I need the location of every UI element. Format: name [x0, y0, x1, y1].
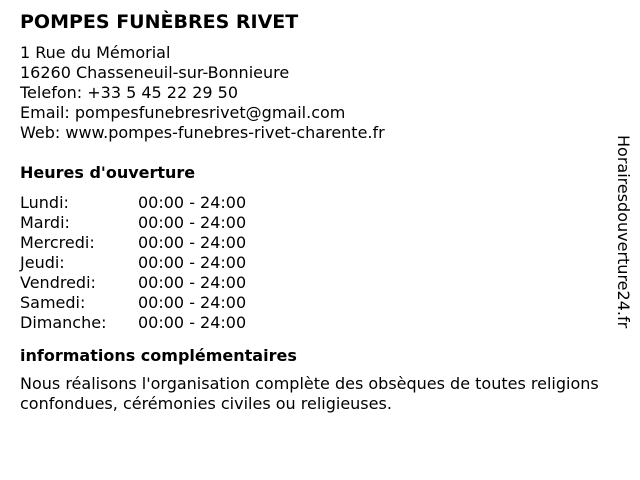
day-label: Mercredi:	[20, 233, 95, 252]
day-label: Mardi:	[20, 213, 70, 232]
day-label: Vendredi:	[20, 273, 96, 292]
hours-row-jeudi	[20, 253, 605, 273]
info-text: Nous réalisons l'organisation complète des obsèques de toutes religions confondues, cérémonies civiles ou religieuses.	[20, 374, 599, 413]
time-range: 00:00 - 24:00	[138, 293, 247, 312]
day-label: Samedi:	[20, 293, 86, 312]
hours-row-mardi	[20, 213, 605, 233]
email-line: Email: pompesfunebresrivet@gmail.com	[20, 103, 346, 122]
day-label: Jeudi:	[20, 253, 65, 272]
contact-block	[20, 43, 605, 143]
hours-row-mercredi	[20, 233, 605, 253]
phone-line: Telefon: +33 5 45 22 29 50	[20, 83, 239, 102]
web-line: Web: www.pompes-funebres-rivet-charente.fr	[20, 123, 385, 142]
info-title: informations complémentaires	[20, 346, 297, 365]
street-address: 1 Rue du Mémorial	[20, 43, 171, 62]
time-range: 00:00 - 24:00	[138, 233, 247, 252]
time-range: 00:00 - 24:00	[138, 313, 247, 332]
time-range: 00:00 - 24:00	[138, 253, 247, 272]
day-label: Lundi:	[20, 193, 69, 212]
city-line: 16260 Chasseneuil-sur-Bonnieure	[20, 63, 290, 82]
time-range: 00:00 - 24:00	[138, 213, 247, 232]
watermark-text: Horairesdouverture24.fr	[614, 135, 633, 329]
hours-title: Heures d'ouverture	[20, 163, 196, 182]
hours-list	[20, 193, 605, 333]
hours-row-lundi	[20, 193, 605, 213]
hours-row-samedi	[20, 293, 605, 313]
time-range: 00:00 - 24:00	[138, 193, 247, 212]
hours-row-vendredi	[20, 273, 605, 293]
time-range: 00:00 - 24:00	[138, 273, 247, 292]
day-label: Dimanche:	[20, 313, 107, 332]
hours-row-dimanche	[20, 313, 605, 333]
business-card	[20, 10, 605, 414]
business-name: POMPES FUNÈBRES RIVET	[20, 11, 299, 33]
